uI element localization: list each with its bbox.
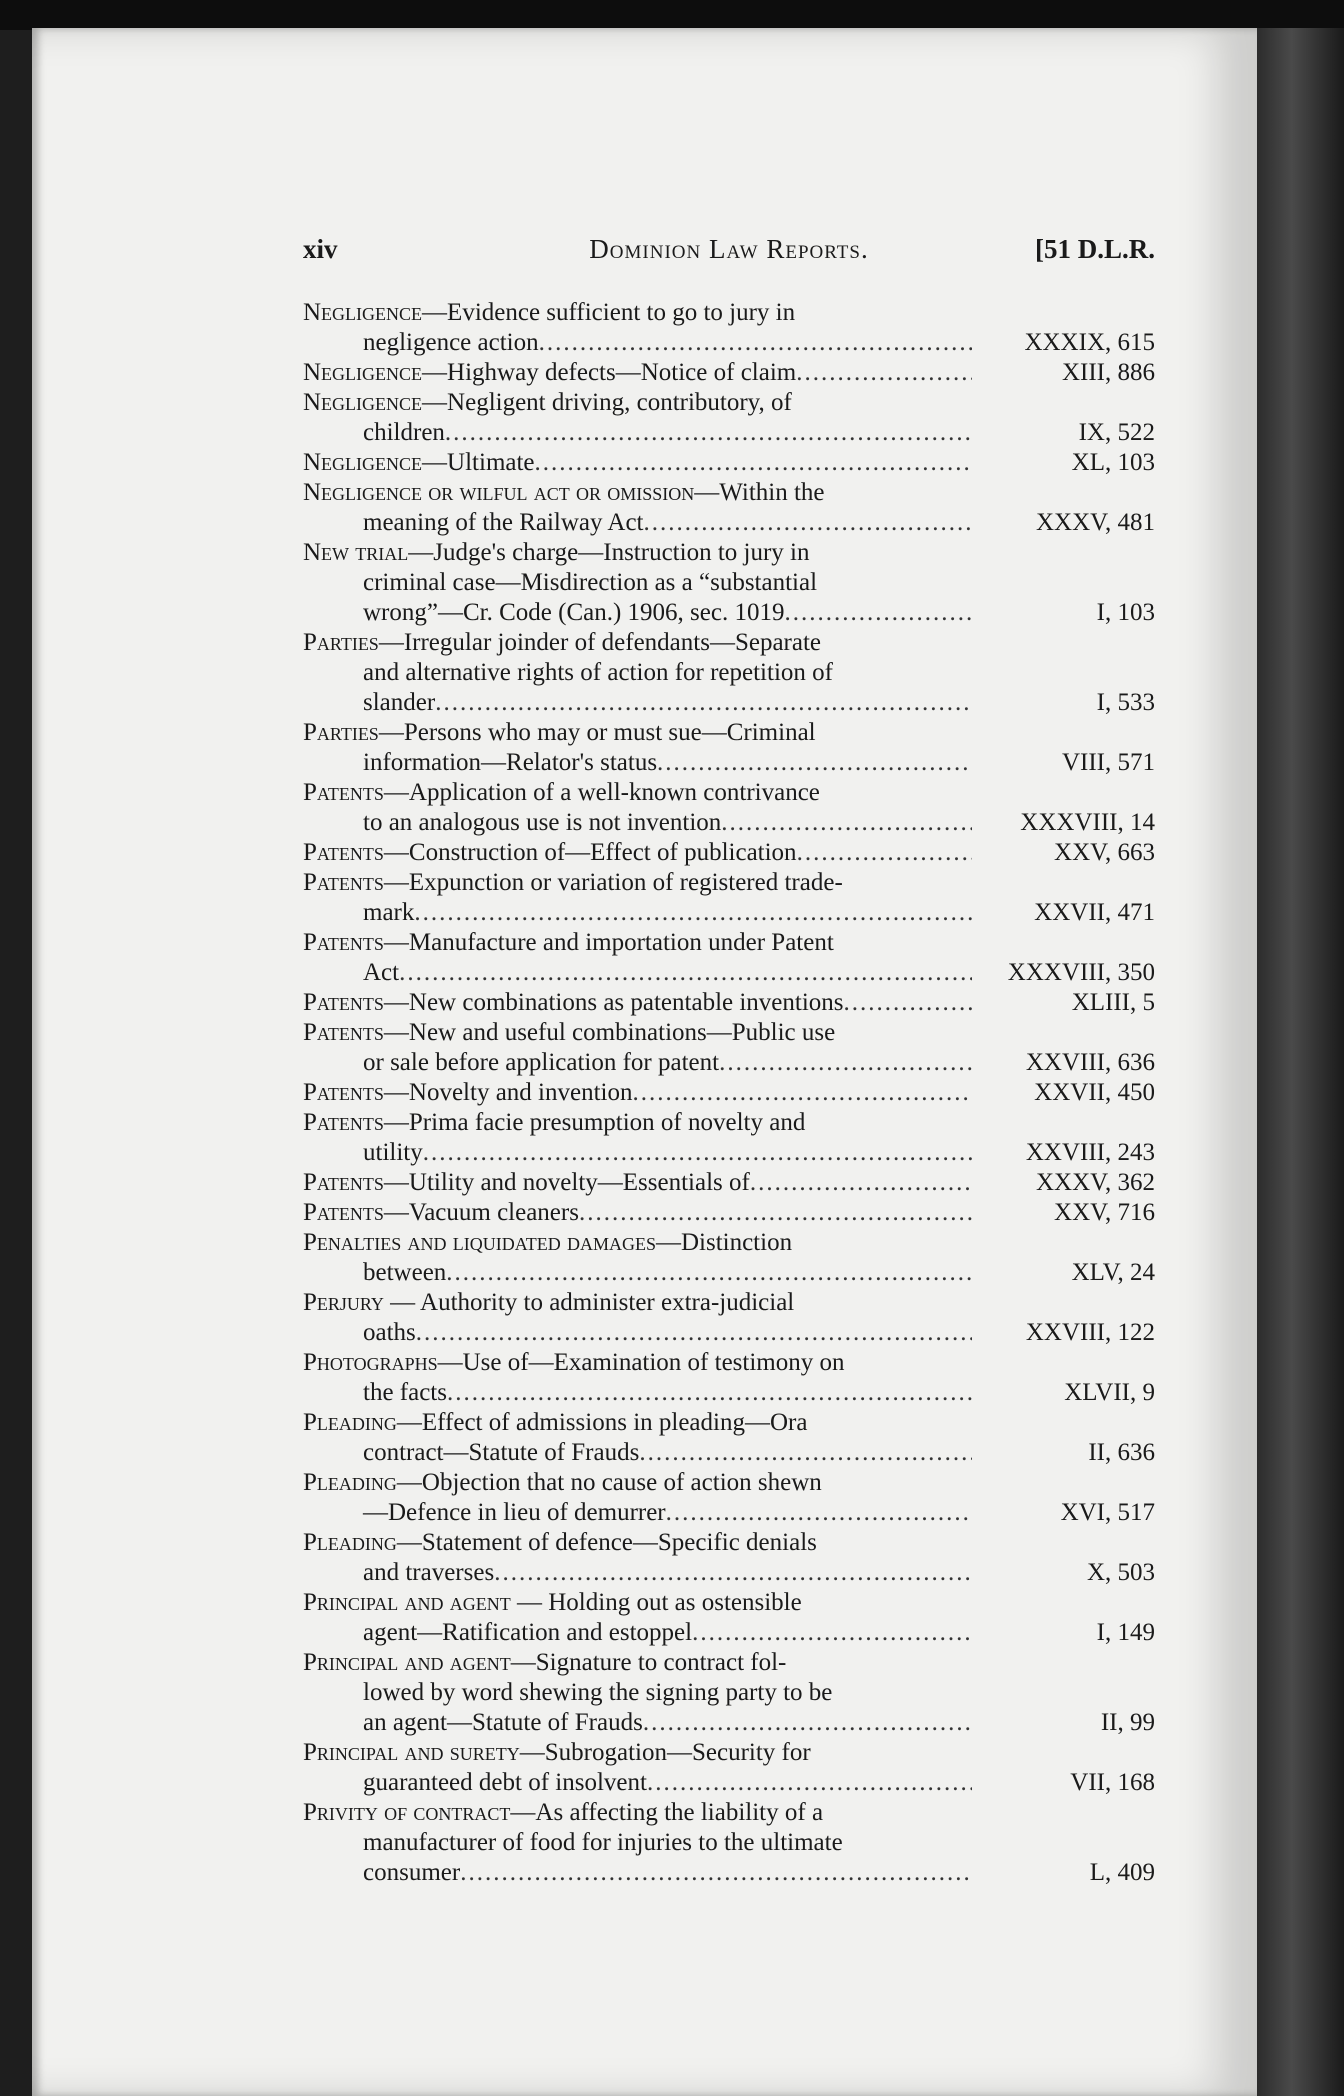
entry-description: the facts bbox=[363, 1379, 447, 1406]
entry-continuation-line bbox=[303, 808, 1155, 838]
entry-first-line bbox=[303, 1198, 1155, 1228]
dot-leader bbox=[579, 1198, 972, 1228]
dot-leader bbox=[643, 1708, 972, 1738]
index-entry bbox=[303, 298, 1155, 358]
entry-description: an agent—Statute of Frauds bbox=[363, 1709, 643, 1736]
entry-text bbox=[303, 1288, 794, 1318]
entry-first-line bbox=[303, 538, 1155, 568]
index-entry bbox=[303, 1528, 1155, 1588]
entry-heading: Penalties and liquidated damages bbox=[303, 1229, 656, 1256]
dot-leader bbox=[460, 1858, 972, 1888]
entry-continuation-line bbox=[303, 1258, 1155, 1288]
dot-leader bbox=[721, 808, 972, 838]
entry-text bbox=[363, 1828, 843, 1858]
entry-text bbox=[303, 1738, 811, 1768]
volume-page-citation: XXVIII, 243 bbox=[1025, 1139, 1155, 1166]
entry-heading: Photographs bbox=[303, 1349, 438, 1376]
index-entry bbox=[303, 778, 1155, 838]
dot-leader bbox=[632, 1078, 972, 1108]
entry-heading: New trial bbox=[303, 539, 409, 566]
scan-top-border bbox=[0, 0, 1344, 30]
entry-text bbox=[363, 1558, 494, 1588]
entry-heading: Negligence bbox=[303, 449, 423, 476]
index-entry bbox=[303, 1348, 1155, 1408]
entry-description: —Defence in lieu of demurrer bbox=[363, 1499, 666, 1526]
entry-text bbox=[363, 1768, 647, 1798]
dot-leader bbox=[416, 1318, 972, 1348]
entry-heading: Negligence bbox=[303, 389, 423, 416]
entry-continuation-line bbox=[303, 1558, 1155, 1588]
entry-description: —Expunction or variation of registered trade- bbox=[383, 869, 843, 896]
book-spine-edge bbox=[1257, 28, 1344, 2096]
entry-first-line bbox=[303, 1588, 1155, 1618]
volume-page-citation: XL, 103 bbox=[1071, 449, 1155, 476]
entry-text bbox=[303, 928, 834, 958]
entry-text bbox=[303, 448, 535, 478]
index-entry bbox=[303, 1588, 1155, 1648]
entry-text bbox=[363, 568, 817, 598]
entry-description: to an analogous use is not invention bbox=[363, 809, 722, 836]
dot-leader bbox=[539, 328, 972, 358]
entry-description: and alternative rights of action for repetition of bbox=[363, 659, 833, 686]
entry-first-line bbox=[303, 1648, 1155, 1678]
entry-continuation-line bbox=[303, 1858, 1155, 1888]
entry-heading: Negligence bbox=[303, 359, 423, 386]
entry-first-line bbox=[303, 838, 1155, 868]
entry-first-line bbox=[303, 868, 1155, 898]
volume-page-citation: XVI, 517 bbox=[1060, 1499, 1155, 1526]
volume-page-citation: XXVIII, 122 bbox=[1025, 1319, 1155, 1346]
entry-description: meaning of the Railway Act bbox=[363, 509, 644, 536]
index-entry bbox=[303, 538, 1155, 628]
entry-heading: Patents bbox=[303, 779, 384, 806]
entry-description: —Manufacture and importation under Patent bbox=[383, 929, 834, 956]
entry-text bbox=[303, 1108, 805, 1138]
entry-description: —Subrogation—Security for bbox=[519, 1739, 811, 1766]
entry-first-line bbox=[303, 448, 1155, 478]
entry-description: —Vacuum cleaners bbox=[383, 1199, 579, 1226]
volume-page-citation: XXXVIII, 350 bbox=[1007, 959, 1155, 986]
entry-description: —Statement of defence—Specific denials bbox=[396, 1529, 817, 1556]
entry-description: or sale before application for patent bbox=[363, 1049, 720, 1076]
entry-continuation-line bbox=[303, 508, 1155, 538]
entry-continuation-line bbox=[303, 958, 1155, 988]
dot-leader bbox=[535, 448, 972, 478]
entry-text bbox=[303, 1798, 823, 1828]
entry-description: —Construction of—Effect of publication bbox=[383, 839, 797, 866]
dot-leader bbox=[494, 1558, 972, 1588]
entry-description: —New combinations as patentable inventions bbox=[383, 989, 844, 1016]
entry-text bbox=[363, 1258, 446, 1288]
dot-leader bbox=[666, 1498, 972, 1528]
volume-page-citation: XXXVIII, 14 bbox=[1020, 809, 1155, 836]
index-entry bbox=[303, 358, 1155, 388]
entry-description: wrong”—Cr. Code (Can.) 1906, sec. 1019 bbox=[363, 599, 785, 626]
volume-page-citation: XIII, 886 bbox=[1061, 359, 1155, 386]
entry-description: —Distinction bbox=[655, 1229, 793, 1256]
dot-leader bbox=[643, 508, 972, 538]
entry-text bbox=[363, 658, 833, 688]
entry-description: consumer bbox=[363, 1859, 461, 1886]
index-entry bbox=[303, 868, 1155, 928]
entry-heading: Principal and agent bbox=[303, 1649, 511, 1676]
entry-description: —As affecting the liability of a bbox=[510, 1799, 824, 1826]
volume-page-citation: XLVII, 9 bbox=[1064, 1379, 1155, 1406]
entry-heading: Patents bbox=[303, 929, 384, 956]
entry-text bbox=[363, 1498, 666, 1528]
entry-first-line bbox=[303, 1738, 1155, 1768]
dot-leader bbox=[435, 688, 972, 718]
entry-first-line bbox=[303, 298, 1155, 328]
dot-leader bbox=[750, 1168, 972, 1198]
index-entry bbox=[303, 1648, 1155, 1738]
index-entry bbox=[303, 1108, 1155, 1168]
entry-description: — Holding out as ostensible bbox=[510, 1589, 802, 1616]
dot-leader bbox=[647, 1768, 972, 1798]
entry-description: —Objection that no cause of action shewn bbox=[396, 1469, 822, 1496]
entry-text bbox=[363, 1618, 692, 1648]
running-header bbox=[303, 234, 1155, 270]
volume-page-citation: XXXV, 481 bbox=[1036, 509, 1155, 536]
dot-leader bbox=[797, 838, 972, 868]
entry-heading: Privity of contract bbox=[303, 1799, 511, 1826]
entry-first-line bbox=[303, 1408, 1155, 1438]
index-entry bbox=[303, 628, 1155, 718]
entry-text bbox=[303, 1588, 802, 1618]
index-entry bbox=[303, 718, 1155, 778]
index-entry bbox=[303, 478, 1155, 538]
entry-heading: Pleading bbox=[303, 1529, 397, 1556]
index-entry bbox=[303, 1738, 1155, 1798]
entry-text bbox=[303, 388, 792, 418]
entry-description: —Effect of admissions in pleading—Ora bbox=[396, 1409, 808, 1436]
entry-continuation-line bbox=[303, 748, 1155, 778]
entry-text bbox=[363, 808, 721, 838]
volume-page-citation: I, 103 bbox=[1096, 599, 1155, 626]
index-entry bbox=[303, 838, 1155, 868]
entry-text bbox=[363, 748, 657, 778]
entry-first-line bbox=[303, 358, 1155, 388]
entry-first-line bbox=[303, 388, 1155, 418]
volume-page-citation: L, 409 bbox=[1089, 1859, 1155, 1886]
entry-text bbox=[363, 1318, 416, 1348]
volume-reference: [51 D.L.R. bbox=[1035, 234, 1155, 264]
volume-page-citation: II, 636 bbox=[1088, 1439, 1155, 1466]
volume-page-citation: II, 99 bbox=[1100, 1709, 1155, 1736]
entry-description: —Prima facie presumption of novelty and bbox=[383, 1109, 806, 1136]
index-entries bbox=[303, 298, 1155, 1888]
entry-text bbox=[303, 358, 796, 388]
index-entry bbox=[303, 1408, 1155, 1468]
entry-text bbox=[303, 1168, 750, 1198]
entry-heading: Perjury bbox=[303, 1289, 384, 1316]
volume-page-citation: XXV, 716 bbox=[1054, 1199, 1155, 1226]
entry-heading: Patents bbox=[303, 1019, 384, 1046]
index-entry bbox=[303, 1228, 1155, 1288]
entry-heading: Patents bbox=[303, 869, 384, 896]
dot-leader bbox=[844, 988, 972, 1018]
entry-first-line bbox=[303, 928, 1155, 958]
entry-continuation-line bbox=[303, 1498, 1155, 1528]
entry-first-line bbox=[303, 1528, 1155, 1558]
entry-first-line bbox=[303, 1108, 1155, 1138]
entry-continuation-line bbox=[303, 1768, 1155, 1798]
dot-leader bbox=[399, 958, 972, 988]
dot-leader bbox=[423, 1138, 972, 1168]
entry-heading: Pleading bbox=[303, 1409, 397, 1436]
index-entry bbox=[303, 988, 1155, 1018]
volume-page-citation: XLV, 24 bbox=[1071, 1259, 1155, 1286]
entry-description: lowed by word shewing the signing party to be bbox=[363, 1679, 833, 1706]
volume-page-citation: XXVIII, 636 bbox=[1025, 1049, 1155, 1076]
entry-continuation-line bbox=[303, 658, 1155, 688]
entry-text bbox=[303, 1078, 632, 1108]
entry-continuation-line bbox=[303, 1618, 1155, 1648]
page-number: xiv bbox=[303, 234, 338, 264]
entry-first-line bbox=[303, 1018, 1155, 1048]
dot-leader bbox=[796, 358, 972, 388]
index-entry bbox=[303, 1018, 1155, 1078]
entry-description: mark bbox=[363, 899, 415, 926]
entry-description: —Use of—Examination of testimony on bbox=[437, 1349, 845, 1376]
entry-text bbox=[363, 508, 643, 538]
entry-first-line bbox=[303, 1288, 1155, 1318]
entry-text bbox=[303, 1648, 786, 1678]
entry-description: —Highway defects—Notice of claim bbox=[422, 359, 797, 386]
entry-heading: Principal and surety bbox=[303, 1739, 520, 1766]
entry-heading: Patents bbox=[303, 989, 384, 1016]
index-entry bbox=[303, 1198, 1155, 1228]
entry-text bbox=[363, 688, 435, 718]
entry-description: —Persons who may or must sue—Criminal bbox=[378, 719, 816, 746]
index-entry bbox=[303, 448, 1155, 478]
volume-page-citation: XXV, 663 bbox=[1054, 839, 1155, 866]
entry-description: —Application of a well-known contrivance bbox=[383, 779, 820, 806]
entry-text bbox=[303, 538, 809, 568]
entry-description: contract—Statute of Frauds bbox=[363, 1439, 640, 1466]
entry-continuation-line bbox=[303, 328, 1155, 358]
entry-text bbox=[303, 478, 825, 508]
entry-text bbox=[303, 1228, 792, 1258]
entry-text bbox=[303, 988, 844, 1018]
entry-description: — Authority to administer extra-judicial bbox=[383, 1289, 795, 1316]
entry-description: information—Relator's status bbox=[363, 749, 658, 776]
entry-text bbox=[363, 1438, 639, 1468]
entry-text bbox=[303, 1468, 822, 1498]
entry-continuation-line bbox=[303, 1678, 1155, 1708]
entry-first-line bbox=[303, 778, 1155, 808]
entry-text bbox=[303, 838, 797, 868]
entry-description: —Evidence sufficient to go to jury in bbox=[422, 299, 796, 326]
entry-heading: Patents bbox=[303, 1079, 384, 1106]
entry-description: negligence action bbox=[363, 329, 539, 356]
entry-text bbox=[303, 1408, 807, 1438]
entry-text bbox=[303, 778, 820, 808]
dot-leader bbox=[692, 1618, 972, 1648]
entry-text bbox=[303, 1018, 835, 1048]
entry-description: criminal case—Misdirection as a “substantial bbox=[363, 569, 818, 596]
entry-description: —Novelty and invention bbox=[383, 1079, 633, 1106]
index-entry bbox=[303, 1798, 1155, 1888]
dot-leader bbox=[414, 898, 972, 928]
entry-text bbox=[303, 298, 795, 328]
entry-description: between bbox=[363, 1259, 447, 1286]
entry-heading: Patents bbox=[303, 1169, 384, 1196]
dot-leader bbox=[657, 748, 972, 778]
running-title: Dominion Law Reports. bbox=[589, 234, 869, 264]
volume-page-citation: I, 149 bbox=[1096, 1619, 1155, 1646]
entry-first-line bbox=[303, 1228, 1155, 1258]
entry-description: utility bbox=[363, 1139, 423, 1166]
entry-continuation-line bbox=[303, 1318, 1155, 1348]
entry-description: —Within the bbox=[694, 479, 825, 506]
entry-continuation-line bbox=[303, 1378, 1155, 1408]
entry-text bbox=[363, 1678, 832, 1708]
entry-text bbox=[303, 1528, 817, 1558]
entry-heading: Parties bbox=[303, 629, 379, 656]
entry-continuation-line bbox=[303, 1708, 1155, 1738]
entry-text bbox=[303, 628, 821, 658]
entry-text bbox=[363, 598, 784, 628]
entry-text bbox=[303, 1348, 845, 1378]
entry-first-line bbox=[303, 1348, 1155, 1378]
entry-text bbox=[363, 328, 539, 358]
entry-first-line bbox=[303, 988, 1155, 1018]
dot-leader bbox=[639, 1438, 972, 1468]
entry-description: manufacturer of food for injuries to the ultimate bbox=[363, 1829, 843, 1856]
volume-page-citation: VIII, 571 bbox=[1061, 749, 1155, 776]
entry-description: —New and useful combinations—Public use bbox=[383, 1019, 836, 1046]
dot-leader bbox=[446, 1258, 972, 1288]
entry-first-line bbox=[303, 718, 1155, 748]
entry-first-line bbox=[303, 1468, 1155, 1498]
entry-text bbox=[363, 1858, 460, 1888]
index-entry bbox=[303, 1168, 1155, 1198]
entry-text bbox=[303, 868, 843, 898]
entry-text bbox=[363, 1378, 447, 1408]
entry-first-line bbox=[303, 628, 1155, 658]
entry-continuation-line bbox=[303, 1138, 1155, 1168]
index-entry bbox=[303, 1468, 1155, 1528]
volume-page-citation: XLIII, 5 bbox=[1071, 989, 1155, 1016]
entry-text bbox=[363, 958, 399, 988]
volume-page-citation: XXVII, 450 bbox=[1034, 1079, 1155, 1106]
entry-description: children bbox=[363, 419, 445, 446]
index-entry bbox=[303, 388, 1155, 448]
entry-first-line bbox=[303, 1078, 1155, 1108]
entry-description: —Irregular joinder of defendants—Separate bbox=[378, 629, 822, 656]
entry-description: —Negligent driving, contributory, of bbox=[422, 389, 792, 416]
entry-description: —Judge's charge—Instruction to jury in bbox=[408, 539, 810, 566]
entry-heading: Negligence bbox=[303, 299, 423, 326]
entry-description: guaranteed debt of insolvent bbox=[363, 1769, 647, 1796]
index-entry bbox=[303, 1288, 1155, 1348]
entry-continuation-line bbox=[303, 898, 1155, 928]
volume-page-citation: X, 503 bbox=[1086, 1559, 1155, 1586]
entry-text bbox=[363, 1048, 719, 1078]
entry-description: —Utility and novelty—Essentials of bbox=[383, 1169, 750, 1196]
entry-continuation-line bbox=[303, 418, 1155, 448]
entry-continuation-line bbox=[303, 1438, 1155, 1468]
entry-heading: Patents bbox=[303, 1109, 384, 1136]
entry-first-line bbox=[303, 1168, 1155, 1198]
entry-description: —Ultimate bbox=[422, 449, 535, 476]
entry-heading: Patents bbox=[303, 1199, 384, 1226]
entry-continuation-line bbox=[303, 598, 1155, 628]
entry-description: and traverses bbox=[363, 1559, 495, 1586]
dot-leader bbox=[447, 1378, 972, 1408]
entry-text bbox=[363, 1708, 643, 1738]
entry-continuation-line bbox=[303, 1828, 1155, 1858]
entry-text bbox=[363, 1138, 423, 1168]
index-entry bbox=[303, 928, 1155, 988]
volume-page-citation: IX, 522 bbox=[1078, 419, 1155, 446]
entry-continuation-line bbox=[303, 568, 1155, 598]
entry-description: oaths bbox=[363, 1319, 416, 1346]
entry-heading: Pleading bbox=[303, 1469, 397, 1496]
entry-text bbox=[363, 898, 414, 928]
entry-description: agent—Ratification and estoppel bbox=[363, 1619, 693, 1646]
volume-page-citation: XXVII, 471 bbox=[1034, 899, 1155, 926]
entry-heading: Principal and agent bbox=[303, 1589, 511, 1616]
entry-heading: Negligence or wilful act or omission bbox=[303, 479, 695, 506]
entry-description: —Signature to contract fol- bbox=[510, 1649, 787, 1676]
volume-page-citation: I, 533 bbox=[1096, 689, 1155, 716]
dot-leader bbox=[784, 598, 972, 628]
index-entry bbox=[303, 1078, 1155, 1108]
entry-text bbox=[363, 418, 445, 448]
entry-description: Act bbox=[363, 959, 400, 986]
entry-description: slander bbox=[363, 689, 436, 716]
entry-first-line bbox=[303, 478, 1155, 508]
entry-text bbox=[303, 718, 816, 748]
volume-page-citation: XXXV, 362 bbox=[1036, 1169, 1155, 1196]
entry-first-line bbox=[303, 1798, 1155, 1828]
entry-heading: Patents bbox=[303, 839, 384, 866]
entry-continuation-line bbox=[303, 688, 1155, 718]
entry-heading: Parties bbox=[303, 719, 379, 746]
entry-text bbox=[303, 1198, 579, 1228]
volume-page-citation: VII, 168 bbox=[1070, 1769, 1155, 1796]
dot-leader bbox=[719, 1048, 972, 1078]
entry-continuation-line bbox=[303, 1048, 1155, 1078]
volume-page-citation: XXXIX, 615 bbox=[1024, 329, 1155, 356]
dot-leader bbox=[445, 418, 972, 448]
